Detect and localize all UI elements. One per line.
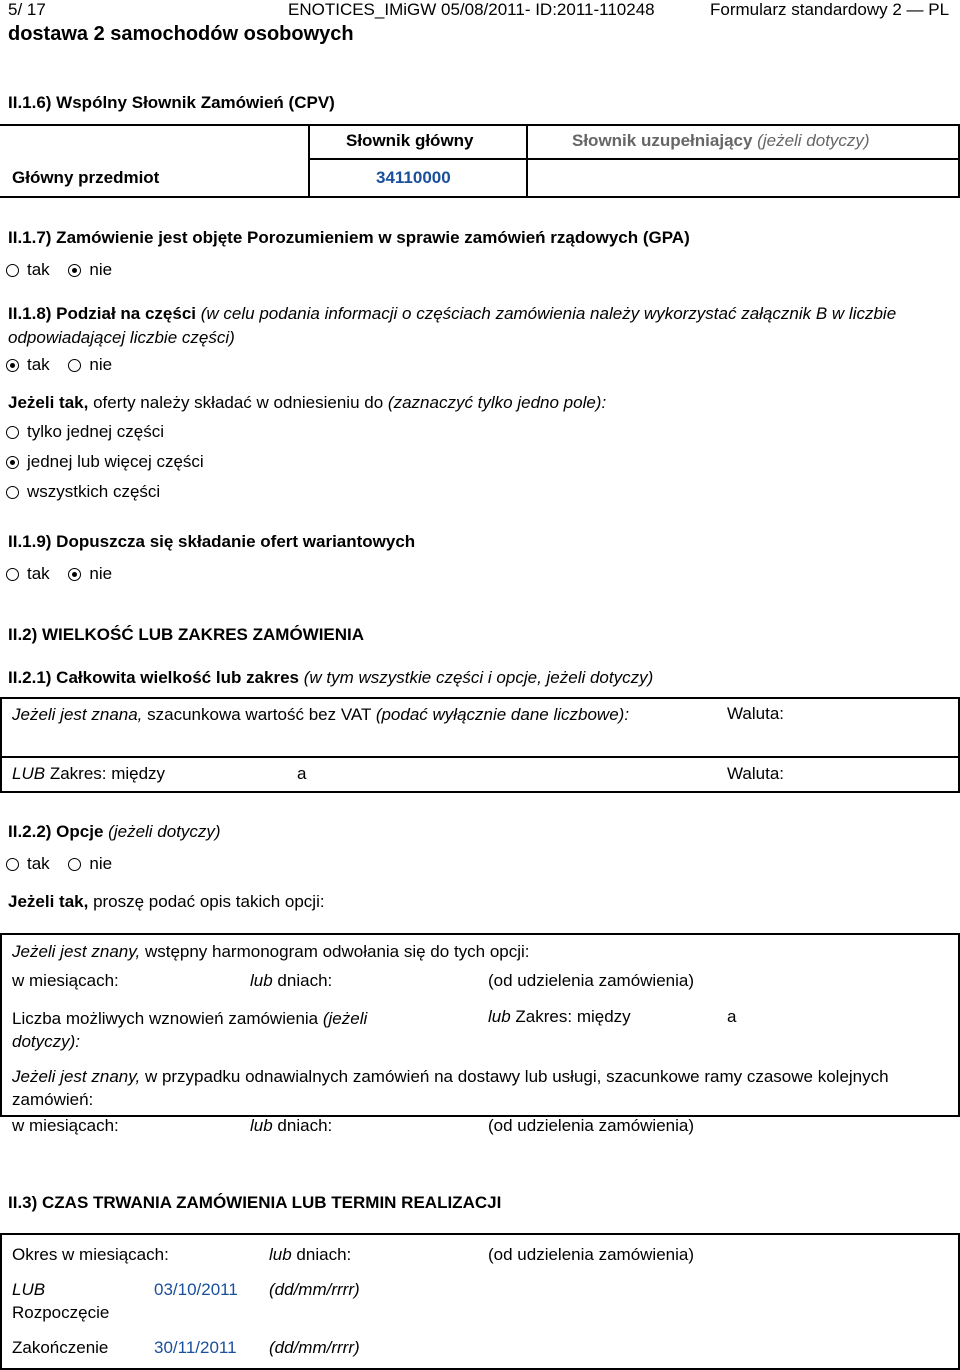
gpa-nie-label: nie — [89, 260, 113, 279]
known-value-text: Jeżeli jest znana, szacunkowa wartość bez VAT (podać wyłącznie dane liczbowe): — [12, 705, 630, 724]
end-label: Zakończenie — [12, 1338, 109, 1357]
variants-options — [6, 564, 126, 584]
options-options — [6, 854, 126, 874]
options-if-text: Jeżeli tak, proszę podać opis takich opcji: — [8, 892, 325, 911]
renewals-range: lub Zakres: między — [488, 1007, 631, 1026]
parts-choice-1: tylko jednej części — [6, 422, 164, 442]
variants-radio-tak[interactable] — [6, 568, 19, 581]
parts-radio-tak[interactable] — [6, 359, 19, 372]
cpv-heading: II.1.6) Wspólny Słownik Zamówień (CPV) — [8, 93, 335, 112]
gpa-radio-nie[interactable] — [68, 264, 81, 277]
renewals-days: lub dniach: — [250, 1116, 333, 1135]
options-nie-label: nie — [89, 854, 113, 873]
choice-radio-2[interactable] — [6, 456, 19, 469]
notice-id: ENOTICES_IMiGW 05/08/2011- ID:2011-110248 — [288, 0, 655, 19]
start-date: 03/10/2011 — [154, 1280, 238, 1299]
parts-options — [6, 355, 126, 375]
duration-heading: II.3) CZAS TRWANIA ZAMÓWIENIA LUB TERMIN REALIZACJI — [8, 1193, 502, 1212]
choice-radio-3[interactable] — [6, 486, 19, 499]
gpa-heading: II.1.7) Zamówienie jest objęte Porozumieniem w sprawie zamówień rządowych (GPA) — [8, 228, 690, 247]
duration-lub: LUB — [12, 1280, 46, 1299]
parts-radio-nie[interactable] — [68, 359, 81, 372]
supp-dictionary-label: Słownik uzupełniający — [572, 131, 753, 150]
end-date: 30/11/2011 — [154, 1338, 237, 1357]
options-heading: II.2.2) Opcje (jeżeli dotyczy) — [8, 822, 221, 841]
range-a: a — [297, 764, 307, 783]
parts-choice-2: jednej lub więcej części — [6, 452, 204, 472]
options-known: Jeżeli jest znany, wstępny harmonogram odwołania się do tych opcji: — [12, 942, 530, 961]
options-months: w miesiącach: — [12, 971, 119, 990]
options-radio-tak[interactable] — [6, 858, 19, 871]
variants-nie-label: nie — [89, 564, 113, 583]
main-subject-label: Główny przedmiot — [12, 168, 160, 187]
renewals-months: w miesiącach: — [12, 1116, 119, 1135]
range-row: LUB Zakres: między — [12, 764, 166, 783]
gpa-radio-tak[interactable] — [6, 264, 19, 277]
duration-days: lub dniach: — [269, 1245, 352, 1264]
options-days: lub dniach: — [250, 971, 333, 990]
supp-dictionary-note: (jeżeli dotyczy) — [757, 131, 870, 150]
renewals-known: Jeżeli jest znany, w przypadku odnawialnych zamówień na dostawy lub usługi, szacunkowe ramy czasowe kolejnych zamówień: — [12, 1067, 889, 1109]
total-heading: II.2.1) Całkowita wielkość lub zakres (w tym wszystkie części i opcje, jeżeli dotyczy) — [8, 668, 654, 687]
renewals-text: Liczba możliwych wznowień zamówienia (jeżeli dotyczy): — [12, 1009, 368, 1051]
end-date-format: (dd/mm/rrrr) — [269, 1338, 360, 1357]
currency-label-1: Waluta: — [727, 704, 785, 723]
gpa-options — [6, 260, 126, 280]
parts-choice-3: wszystkich części — [6, 482, 160, 502]
start-date-format: (dd/mm/rrrr) — [269, 1280, 360, 1299]
options-from-award: (od udzielenia zamówienia) — [488, 971, 695, 990]
duration-from-award: (od udzielenia zamówienia) — [488, 1245, 695, 1264]
options-tak-label: tak — [27, 854, 50, 873]
currency-label-2: Waluta: — [727, 764, 785, 783]
main-dictionary-label: Słownik główny — [346, 131, 474, 150]
cpv-code: 34110000 — [376, 168, 451, 187]
variants-radio-nie[interactable] — [68, 568, 81, 581]
duration-period: Okres w miesiącach: — [12, 1245, 169, 1264]
renewals-a: a — [727, 1007, 737, 1026]
page-number: 5/ 17 — [8, 0, 46, 19]
form-name: Formularz standardowy 2 — PL — [710, 0, 950, 19]
renewals-from-award: (od udzielenia zamówienia) — [488, 1116, 695, 1135]
parts-tak-label: tak — [27, 355, 50, 374]
document-title: dostawa 2 samochodów osobowych — [8, 23, 354, 45]
variants-tak-label: tak — [27, 564, 50, 583]
parts-nie-label: nie — [89, 355, 113, 374]
options-radio-nie[interactable] — [68, 858, 81, 871]
start-label: Rozpoczęcie — [12, 1303, 110, 1322]
size-heading: II.2) WIELKOŚĆ LUB ZAKRES ZAMÓWIENIA — [8, 625, 365, 644]
variants-heading: II.1.9) Dopuszcza się składanie ofert wariantowych — [8, 532, 416, 551]
choice-radio-1[interactable] — [6, 426, 19, 439]
parts-heading: II.1.8) Podział na części (w celu podania informacji o częściach zamówienia należy wykorzystać załącznik B w liczbie odpowiadającej liczbie części) — [8, 304, 897, 347]
parts-if-text: Jeżeli tak, oferty należy składać w odniesieniu do (zaznaczyć tylko jedno pole): — [8, 393, 607, 412]
gpa-tak-label: tak — [27, 260, 50, 279]
